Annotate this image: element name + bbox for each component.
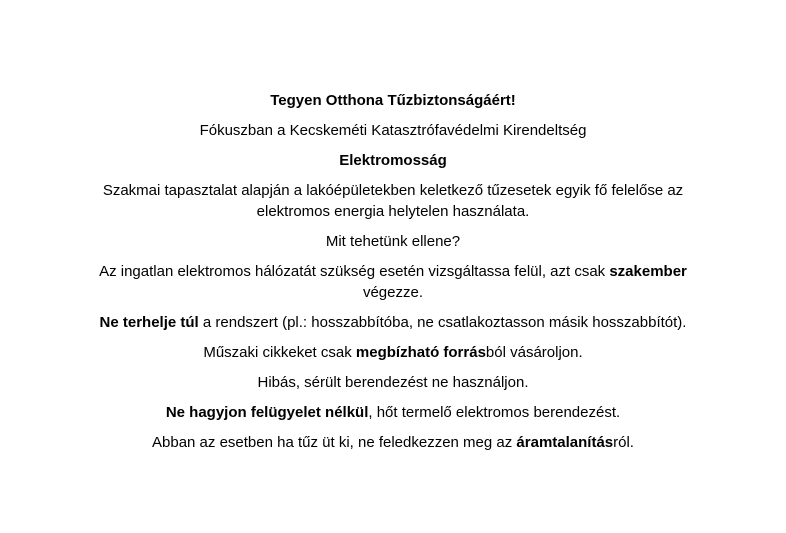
text-run: végezze.	[362, 284, 424, 301]
text-run-bold: áramtalanítás	[516, 434, 614, 451]
text-run-bold: szakember	[609, 263, 687, 280]
text-run-bold: megbízható forrás	[355, 344, 486, 361]
paragraph	[80, 372, 706, 393]
text-run-bold: Tegyen Otthona Tűzbiztonságáért!	[270, 92, 516, 109]
paragraph	[80, 150, 706, 171]
text-run: Szakmai tapasztalat alapján a lakóépületekben keletkező tűzesetek egyik fő felelőse az elektromos energia helytelen használata.	[102, 182, 684, 220]
text-run-bold: Ne terhelje túl	[99, 314, 199, 331]
text-run: Mit tehetünk ellene?	[325, 233, 461, 250]
text-run: , hőt termelő elektromos berendezést.	[368, 404, 621, 421]
paragraph	[80, 120, 706, 141]
text-run: a rendszert (pl.: hosszabbítóba, ne csatlakoztasson másik hosszabbítót).	[198, 314, 687, 331]
text-run-bold: Elektromosság	[339, 152, 447, 169]
text-run: Hibás, sérült berendezést ne használjon.	[257, 374, 529, 391]
paragraph	[80, 90, 706, 111]
text-run-bold: Ne hagyjon felügyelet nélkül	[165, 404, 369, 421]
text-run: Fókuszban a Kecskeméti Katasztrófavédelmi Kirendeltség	[199, 122, 587, 139]
text-run: ból vásároljon.	[485, 344, 583, 361]
text-run: ról.	[613, 434, 634, 451]
paragraph	[80, 342, 706, 363]
paragraph	[80, 231, 706, 252]
text-run: Műszaki cikkeket csak	[203, 344, 356, 361]
text-run: Az ingatlan elektromos hálózatát szükség esetén vizsgáltassa felül, azt csak	[99, 263, 610, 280]
paragraph	[80, 312, 706, 333]
paragraph	[80, 432, 706, 453]
paragraph	[80, 402, 706, 423]
paragraph	[80, 261, 706, 303]
document-body	[80, 90, 706, 453]
paragraph	[80, 180, 706, 222]
text-run: Abban az esetben ha tűz üt ki, ne feledkezzen meg az	[152, 434, 517, 451]
